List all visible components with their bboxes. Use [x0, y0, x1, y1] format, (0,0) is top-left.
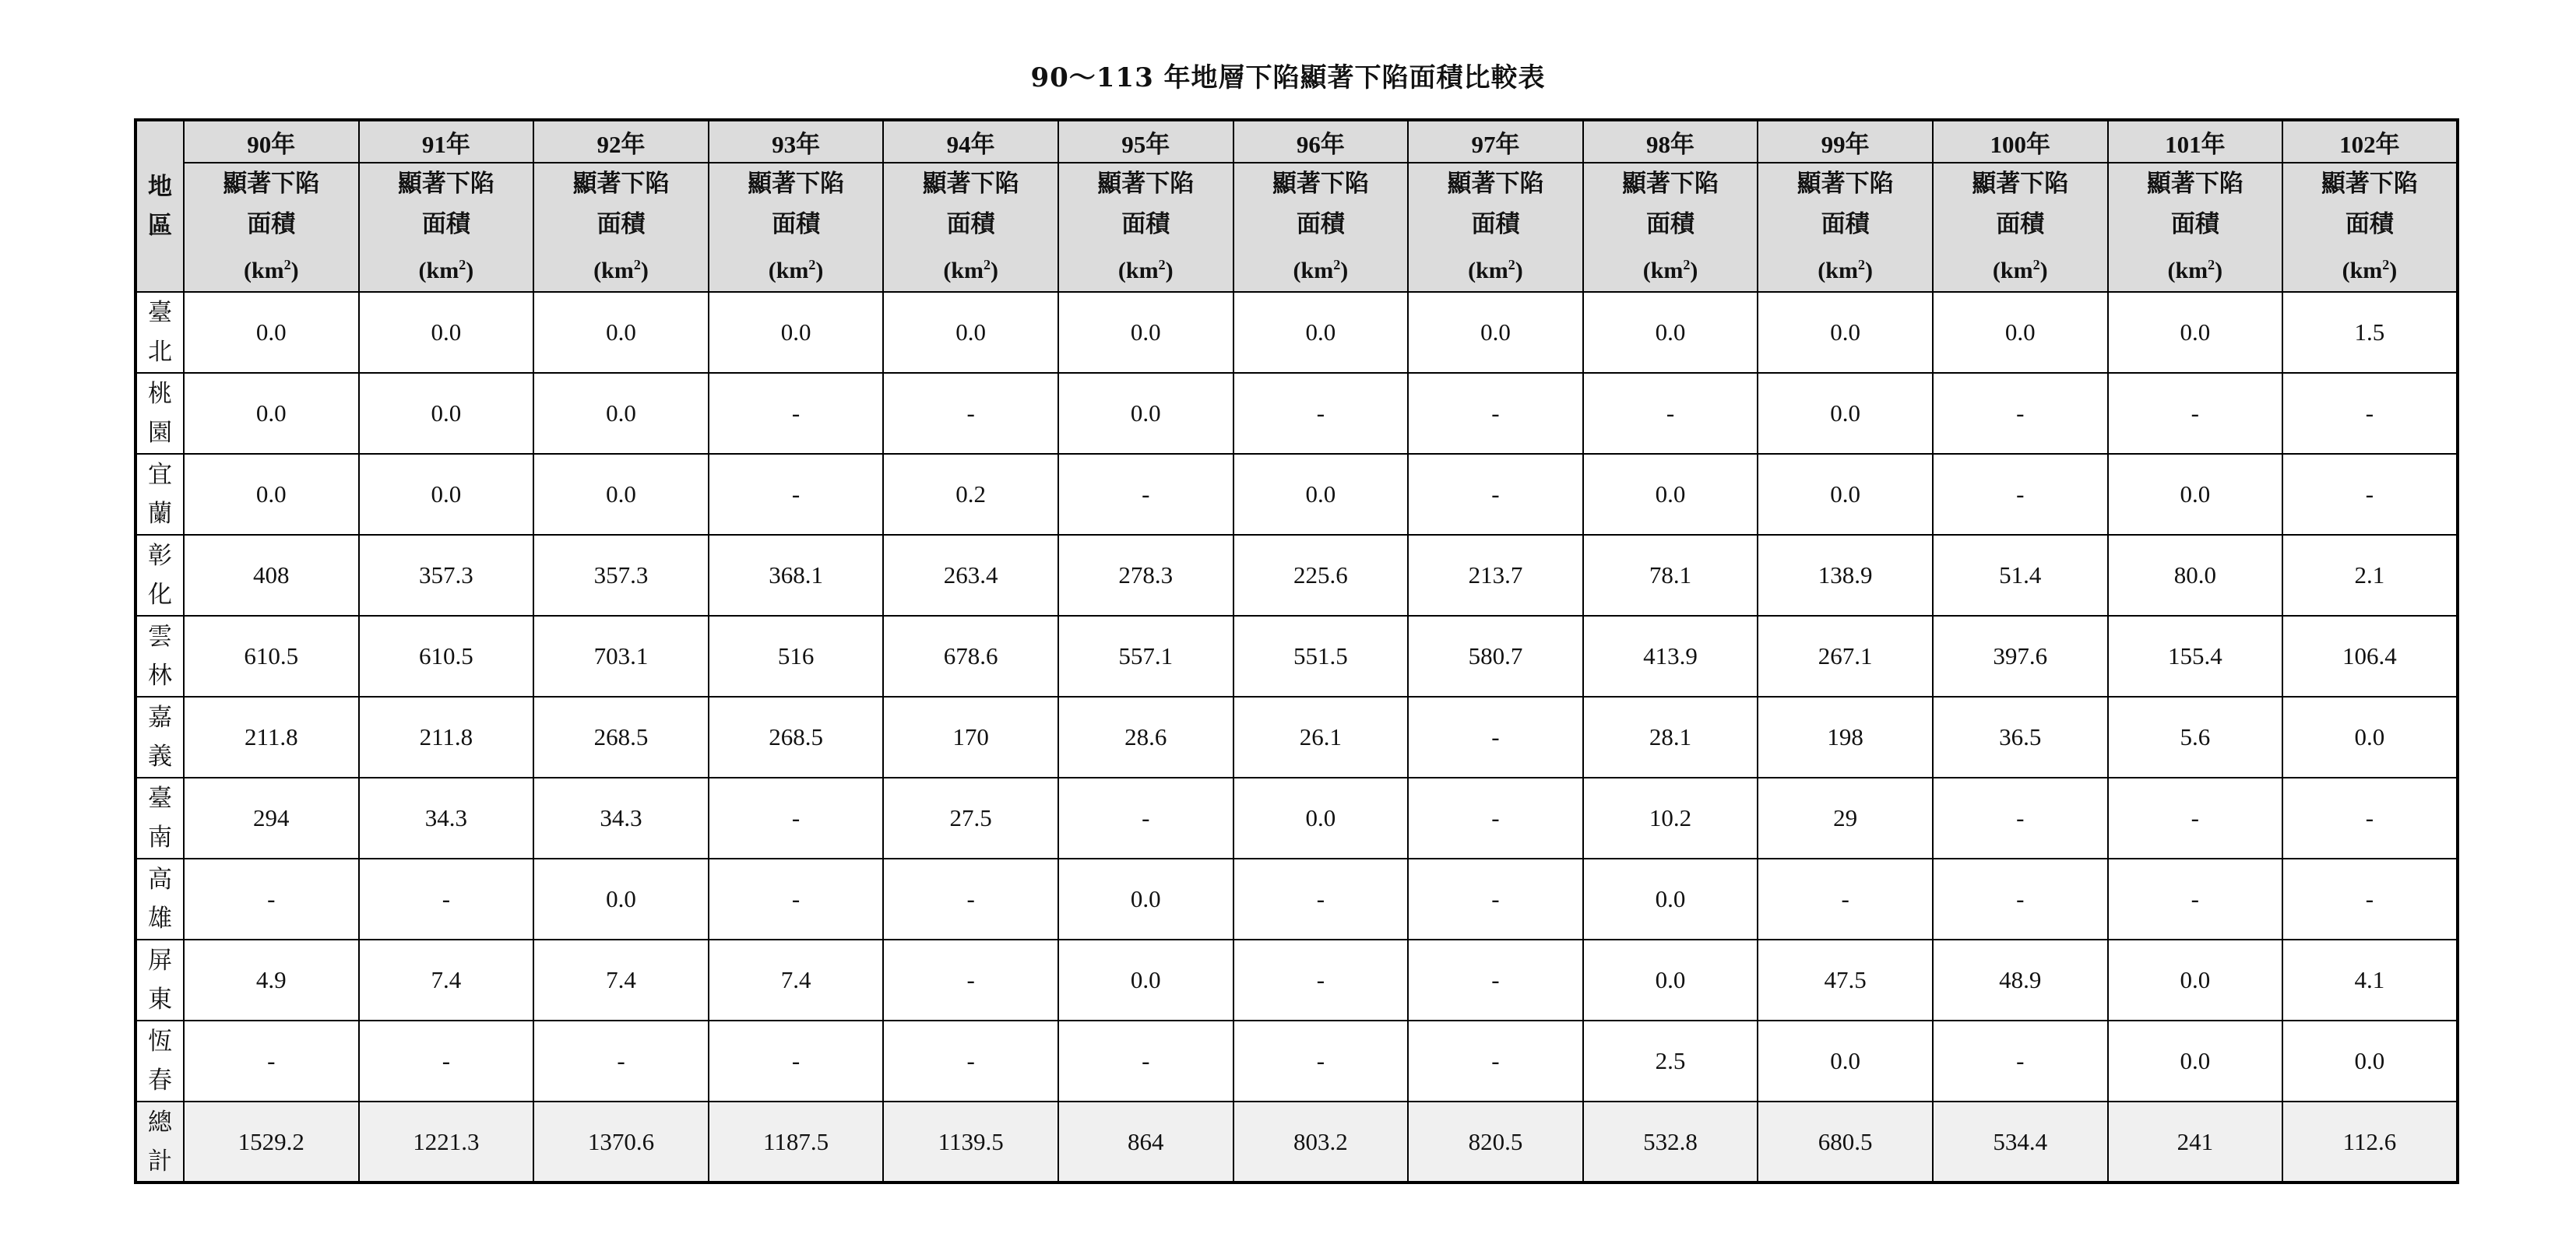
measure-header: [1058, 163, 1233, 292]
measure-label-line2: 面積: [1296, 210, 1345, 237]
value-cell: 0.0: [184, 454, 359, 535]
unit-superscript: 2: [1508, 257, 1515, 272]
value-cell: 0.0: [1058, 940, 1233, 1021]
unit-suffix: ): [815, 258, 824, 283]
value-cell: 267.1: [1758, 616, 1933, 697]
region-char: 南: [148, 824, 172, 851]
measure-label-line2: 面積: [247, 210, 296, 237]
value-cell: 0.0: [2108, 292, 2283, 373]
value-cell: 0.0: [1058, 859, 1233, 940]
value-cell: -: [2108, 859, 2283, 940]
unit-label: [1059, 244, 1233, 291]
unit-suffix: ): [1165, 258, 1174, 283]
region-char: 臺: [148, 785, 172, 812]
year-header: 100年: [1933, 120, 2108, 163]
value-cell: 678.6: [883, 616, 1058, 697]
year-header: 99年: [1758, 120, 1933, 163]
value-cell: -: [1233, 859, 1409, 940]
region-cell: [135, 616, 184, 697]
value-cell: 610.5: [359, 616, 534, 697]
unit-superscript: 2: [984, 257, 991, 272]
year-header: 98年: [1583, 120, 1758, 163]
value-cell: 534.4: [1933, 1102, 2108, 1183]
value-cell: -: [1233, 940, 1409, 1021]
value-cell: -: [1408, 373, 1583, 454]
value-cell: -: [709, 859, 884, 940]
measure-header: [359, 163, 534, 292]
value-cell: 278.3: [1058, 535, 1233, 616]
value-cell: 7.4: [533, 940, 709, 1021]
value-cell: 26.1: [1233, 697, 1409, 778]
value-cell: 0.0: [1583, 940, 1758, 1021]
year-header: 96年: [1233, 120, 1409, 163]
measure-label-line1: 顯著下陷: [2146, 170, 2243, 197]
year-header: 92年: [533, 120, 709, 163]
region-cell: [135, 292, 184, 373]
unit-prefix: (km: [1468, 258, 1508, 283]
measure-label-line2: 面積: [1121, 210, 1170, 237]
unit-suffix: ): [1690, 258, 1698, 283]
measure-label-line1: 顯著下陷: [1097, 170, 1195, 197]
value-cell: 580.7: [1408, 616, 1583, 697]
unit-prefix: (km: [1642, 258, 1684, 283]
subsidence-area-table: [134, 118, 2459, 1184]
unit-superscript: 2: [2382, 257, 2390, 272]
year-header: 97年: [1408, 120, 1583, 163]
unit-suffix: ): [290, 258, 299, 283]
value-cell: 0.0: [1758, 1021, 1933, 1102]
value-cell: 0.0: [1933, 292, 2108, 373]
value-cell: 1187.5: [709, 1102, 884, 1183]
value-cell: -: [1933, 454, 2108, 535]
measure-label-line2: 面積: [596, 210, 646, 237]
region-char: 春: [148, 1067, 172, 1094]
unit-suffix: ): [2215, 258, 2223, 283]
value-cell: 0.0: [1583, 292, 1758, 373]
value-cell: 0.0: [359, 292, 534, 373]
measure-label-line2: 面積: [1471, 210, 1520, 237]
value-cell: 0.0: [1058, 292, 1233, 373]
value-cell: 557.1: [1058, 616, 1233, 697]
unit-prefix: (km: [768, 258, 809, 283]
value-cell: 34.3: [359, 778, 534, 859]
value-cell: 155.4: [2108, 616, 2283, 697]
table-body: [135, 292, 2458, 1183]
unit-superscript: 2: [633, 257, 641, 272]
value-cell: 10.2: [1583, 778, 1758, 859]
region-cell: [135, 535, 184, 616]
region-char: 宜: [148, 461, 172, 488]
year-header: 102年: [2282, 120, 2458, 163]
value-cell: 2.5: [1583, 1021, 1758, 1102]
region-cell: [135, 697, 184, 778]
value-cell: -: [883, 859, 1058, 940]
year-header: 94年: [883, 120, 1058, 163]
value-cell: 703.1: [533, 616, 709, 697]
value-cell: 0.0: [1058, 373, 1233, 454]
value-cell: 0.0: [1758, 373, 1933, 454]
measure-label-line1: 顯著下陷: [748, 170, 845, 197]
value-cell: 0.0: [1583, 454, 1758, 535]
measure-header: [1933, 163, 2108, 292]
value-cell: 1139.5: [883, 1102, 1058, 1183]
measure-label-line1: 顯著下陷: [2321, 170, 2418, 197]
value-cell: 294: [184, 778, 359, 859]
unit-superscript: 2: [808, 257, 816, 272]
unit-suffix: ): [466, 258, 474, 283]
unit-prefix: (km: [418, 258, 459, 283]
region-cell: [135, 940, 184, 1021]
value-cell: -: [1933, 778, 2108, 859]
value-cell: -: [883, 373, 1058, 454]
unit-suffix: ): [2389, 258, 2398, 283]
region-cell: [135, 1102, 184, 1183]
value-cell: 803.2: [1233, 1102, 1409, 1183]
region-char: 雄: [148, 905, 172, 932]
value-cell: -: [1583, 373, 1758, 454]
region-cell: [135, 1021, 184, 1102]
measure-label-line2: 面積: [1996, 210, 2045, 237]
unit-label: [2109, 244, 2282, 291]
value-cell: 112.6: [2282, 1102, 2458, 1183]
measure-label-line2: 面積: [1646, 210, 1695, 237]
region-column-header: [135, 120, 184, 292]
value-cell: 0.0: [2282, 697, 2458, 778]
region-char: 雲: [148, 623, 172, 650]
value-cell: -: [1408, 778, 1583, 859]
value-cell: 516: [709, 616, 884, 697]
measure-header-row: [135, 163, 2458, 292]
unit-prefix: (km: [1117, 258, 1159, 283]
region-cell: [135, 454, 184, 535]
region-header-char-2: 區: [148, 212, 172, 239]
measure-header: [1583, 163, 1758, 292]
measure-label-line1: 顯著下陷: [1972, 170, 2069, 197]
unit-superscript: 2: [2208, 257, 2215, 272]
value-cell: -: [1233, 1021, 1409, 1102]
value-cell: 408: [184, 535, 359, 616]
unit-prefix: (km: [1992, 258, 2033, 283]
unit-label: [1234, 244, 1408, 291]
value-cell: -: [359, 1021, 534, 1102]
year-header: 101年: [2108, 120, 2283, 163]
value-cell: 0.0: [1583, 859, 1758, 940]
value-cell: 0.0: [184, 373, 359, 454]
unit-superscript: 2: [459, 257, 466, 272]
unit-suffix: ): [640, 258, 649, 283]
value-cell: 80.0: [2108, 535, 2283, 616]
unit-prefix: (km: [2167, 258, 2208, 283]
value-cell: -: [359, 859, 534, 940]
region-char: 總: [148, 1108, 172, 1136]
value-cell: -: [1933, 1021, 2108, 1102]
unit-label: [360, 244, 533, 291]
value-cell: -: [1408, 454, 1583, 535]
value-cell: -: [1408, 940, 1583, 1021]
unit-label: [709, 244, 883, 291]
region-char: 計: [148, 1147, 172, 1175]
unit-prefix: (km: [943, 258, 984, 283]
measure-label-line1: 顯著下陷: [1447, 170, 1544, 197]
unit-label: [884, 244, 1057, 291]
table-row: [135, 535, 2458, 616]
value-cell: 0.0: [533, 859, 709, 940]
measure-label-line1: 顯著下陷: [397, 170, 494, 197]
table-row: [135, 859, 2458, 940]
measure-header: [533, 163, 709, 292]
table-row: [135, 697, 2458, 778]
value-cell: -: [1933, 859, 2108, 940]
region-char: 園: [148, 419, 172, 446]
region-char: 屏: [148, 947, 172, 974]
year-header: 91年: [359, 120, 534, 163]
measure-label-line2: 面積: [421, 210, 470, 237]
value-cell: -: [709, 373, 884, 454]
value-cell: 1529.2: [184, 1102, 359, 1183]
value-cell: 34.3: [533, 778, 709, 859]
unit-superscript: 2: [283, 257, 291, 272]
region-char: 臺: [148, 299, 172, 326]
region-char: 嘉: [148, 704, 172, 731]
value-cell: -: [709, 1021, 884, 1102]
value-cell: -: [709, 454, 884, 535]
value-cell: 213.7: [1408, 535, 1583, 616]
value-cell: 1370.6: [533, 1102, 709, 1183]
value-cell: -: [1408, 859, 1583, 940]
value-cell: -: [1058, 778, 1233, 859]
unit-label: [1934, 244, 2107, 291]
table-row: [135, 373, 2458, 454]
value-cell: 0.0: [1758, 454, 1933, 535]
unit-suffix: ): [1515, 258, 1523, 283]
value-cell: -: [1408, 1021, 1583, 1102]
unit-suffix: ): [1340, 258, 1349, 283]
value-cell: 170: [883, 697, 1058, 778]
value-cell: 4.1: [2282, 940, 2458, 1021]
value-cell: 1221.3: [359, 1102, 534, 1183]
value-cell: 225.6: [1233, 535, 1409, 616]
value-cell: -: [883, 940, 1058, 1021]
unit-suffix: ): [1864, 258, 1873, 283]
value-cell: 610.5: [184, 616, 359, 697]
value-cell: 2.1: [2282, 535, 2458, 616]
value-cell: 532.8: [1583, 1102, 1758, 1183]
unit-superscript: 2: [1158, 257, 1166, 272]
value-cell: 211.8: [359, 697, 534, 778]
unit-prefix: (km: [2342, 258, 2383, 283]
value-cell: -: [1233, 373, 1409, 454]
measure-header: [1408, 163, 1583, 292]
value-cell: 263.4: [883, 535, 1058, 616]
value-cell: 0.0: [1408, 292, 1583, 373]
value-cell: 0.0: [533, 292, 709, 373]
value-cell: -: [2108, 373, 2283, 454]
value-cell: 357.3: [533, 535, 709, 616]
value-cell: 0.0: [533, 373, 709, 454]
unit-prefix: (km: [1293, 258, 1334, 283]
value-cell: -: [2282, 373, 2458, 454]
table-row: [135, 616, 2458, 697]
value-cell: 7.4: [709, 940, 884, 1021]
value-cell: 0.0: [1233, 292, 1409, 373]
value-cell: 0.0: [533, 454, 709, 535]
value-cell: 29: [1758, 778, 1933, 859]
region-char: 林: [148, 662, 172, 689]
value-cell: 0.0: [2108, 1021, 2283, 1102]
value-cell: 0.0: [1233, 454, 1409, 535]
value-cell: -: [2282, 778, 2458, 859]
table-row: [135, 454, 2458, 535]
value-cell: -: [2282, 454, 2458, 535]
unit-superscript: 2: [1333, 257, 1341, 272]
measure-label-line1: 顯著下陷: [572, 170, 670, 197]
measure-header: [709, 163, 884, 292]
unit-label: [1758, 244, 1932, 291]
value-cell: 357.3: [359, 535, 534, 616]
value-cell: 7.4: [359, 940, 534, 1021]
measure-label-line1: 顯著下陷: [1797, 170, 1894, 197]
value-cell: 864: [1058, 1102, 1233, 1183]
value-cell: 680.5: [1758, 1102, 1933, 1183]
region-char: 化: [148, 581, 172, 608]
value-cell: 51.4: [1933, 535, 2108, 616]
value-cell: 36.5: [1933, 697, 2108, 778]
measure-header: [1233, 163, 1409, 292]
value-cell: -: [1408, 697, 1583, 778]
value-cell: -: [1058, 454, 1233, 535]
year-header: 95年: [1058, 120, 1233, 163]
value-cell: 1.5: [2282, 292, 2458, 373]
region-char: 恆: [148, 1028, 172, 1055]
measure-header: [883, 163, 1058, 292]
region-char: 義: [148, 743, 172, 770]
unit-label: [2283, 244, 2456, 291]
value-cell: 48.9: [1933, 940, 2108, 1021]
measure-label-line1: 顯著下陷: [223, 170, 320, 197]
table-row: [135, 940, 2458, 1021]
value-cell: 198: [1758, 697, 1933, 778]
measure-label-line1: 顯著下陷: [922, 170, 1019, 197]
value-cell: 28.6: [1058, 697, 1233, 778]
value-cell: 0.0: [883, 292, 1058, 373]
measure-label-line2: 面積: [1821, 210, 1870, 237]
value-cell: 106.4: [2282, 616, 2458, 697]
value-cell: 4.9: [184, 940, 359, 1021]
unit-prefix: (km: [593, 258, 634, 283]
region-char: 東: [148, 986, 172, 1013]
value-cell: 0.0: [709, 292, 884, 373]
value-cell: -: [533, 1021, 709, 1102]
value-cell: -: [1758, 859, 1933, 940]
region-char: 蘭: [148, 500, 172, 527]
value-cell: 268.5: [533, 697, 709, 778]
year-header: 93年: [709, 120, 884, 163]
region-char: 彰: [148, 542, 172, 569]
value-cell: 0.0: [1233, 778, 1409, 859]
measure-header: [184, 163, 359, 292]
value-cell: -: [1933, 373, 2108, 454]
value-cell: 138.9: [1758, 535, 1933, 616]
value-cell: 241: [2108, 1102, 2283, 1183]
region-char: 高: [148, 866, 172, 893]
table-row: [135, 1021, 2458, 1102]
value-cell: 368.1: [709, 535, 884, 616]
value-cell: -: [2108, 778, 2283, 859]
unit-label: [534, 244, 708, 291]
value-cell: 413.9: [1583, 616, 1758, 697]
value-cell: 28.1: [1583, 697, 1758, 778]
unit-label: [1584, 244, 1758, 291]
value-cell: 551.5: [1233, 616, 1409, 697]
value-cell: 0.0: [359, 373, 534, 454]
value-cell: 78.1: [1583, 535, 1758, 616]
measure-label-line1: 顯著下陷: [1622, 170, 1719, 197]
measure-label-line2: 面積: [946, 210, 995, 237]
value-cell: 0.0: [2282, 1021, 2458, 1102]
value-cell: -: [709, 778, 884, 859]
unit-label: [1409, 244, 1582, 291]
value-cell: 0.0: [184, 292, 359, 373]
measure-header: [1758, 163, 1933, 292]
value-cell: 5.6: [2108, 697, 2283, 778]
value-cell: -: [184, 1021, 359, 1102]
table-row: [135, 292, 2458, 373]
region-header-char-1: 地: [148, 173, 172, 200]
year-header: 90年: [184, 120, 359, 163]
measure-label-line2: 面積: [2170, 210, 2219, 237]
table-row: [135, 778, 2458, 859]
unit-superscript: 2: [1857, 257, 1865, 272]
region-cell: [135, 373, 184, 454]
page-title: 90～113 年地層下陷顯著下陷面積比較表: [1030, 62, 1546, 93]
value-cell: 0.0: [2108, 940, 2283, 1021]
unit-superscript: 2: [1683, 257, 1691, 272]
region-cell: [135, 859, 184, 940]
region-char: 北: [148, 338, 172, 365]
value-cell: 0.2: [883, 454, 1058, 535]
value-cell: -: [883, 1021, 1058, 1102]
year-header-row: [135, 120, 2458, 163]
unit-superscript: 2: [2032, 257, 2040, 272]
value-cell: 27.5: [883, 778, 1058, 859]
value-cell: 0.0: [1758, 292, 1933, 373]
unit-prefix: (km: [1818, 258, 1858, 283]
measure-label-line1: 顯著下陷: [1272, 170, 1369, 197]
measure-header: [2282, 163, 2458, 292]
value-cell: 211.8: [184, 697, 359, 778]
total-row: [135, 1102, 2458, 1183]
measure-header: [2108, 163, 2283, 292]
unit-prefix: (km: [243, 258, 284, 283]
unit-suffix: ): [991, 258, 998, 283]
value-cell: 397.6: [1933, 616, 2108, 697]
value-cell: 820.5: [1408, 1102, 1583, 1183]
unit-label: [185, 244, 358, 291]
value-cell: 0.0: [359, 454, 534, 535]
measure-label-line2: 面積: [2345, 210, 2394, 237]
measure-label-line2: 面積: [772, 210, 821, 237]
value-cell: -: [2282, 859, 2458, 940]
value-cell: -: [1058, 1021, 1233, 1102]
value-cell: 47.5: [1758, 940, 1933, 1021]
value-cell: -: [184, 859, 359, 940]
value-cell: 268.5: [709, 697, 884, 778]
region-cell: [135, 778, 184, 859]
value-cell: 0.0: [2108, 454, 2283, 535]
region-char: 桃: [148, 380, 172, 407]
unit-suffix: ): [2039, 258, 2048, 283]
